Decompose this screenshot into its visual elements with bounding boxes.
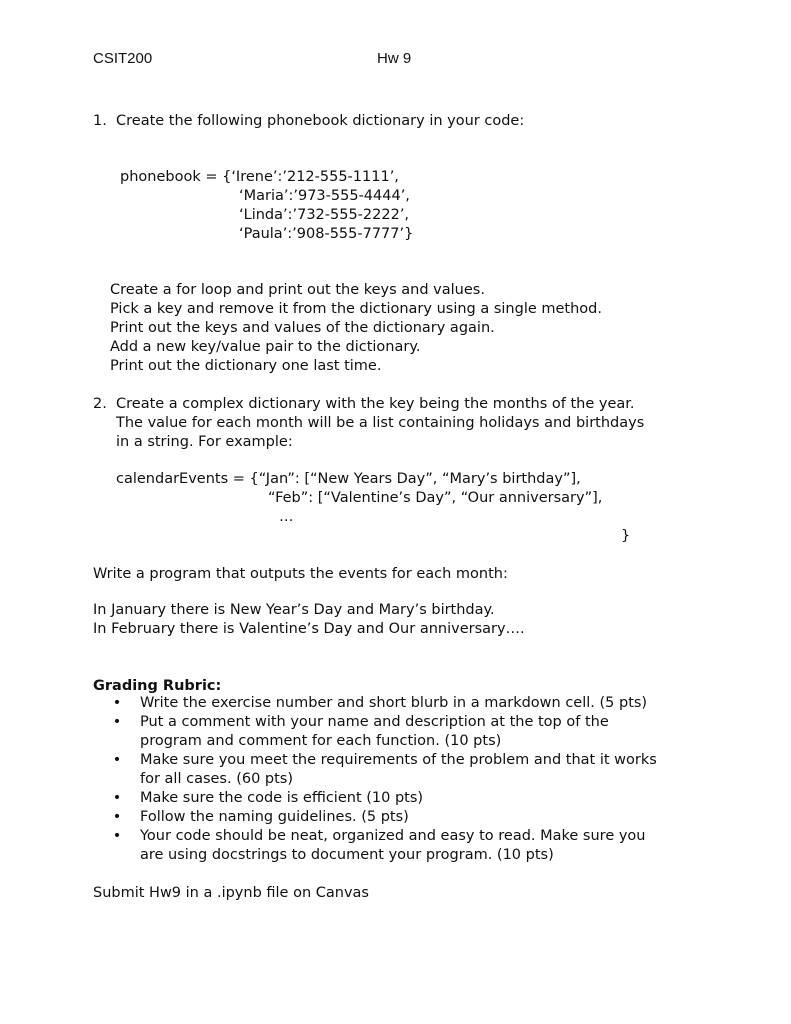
q2-code-line: } <box>621 528 631 544</box>
rubric-item-text: Make sure you meet the requirements of the problem and that it works <box>140 752 657 768</box>
bullet-icon: • <box>112 695 122 711</box>
homework-title: Hw 9 <box>377 50 412 67</box>
q2-program-prompt: Write a program that outputs the events for each month: <box>93 566 508 582</box>
q2-line: Create a complex dictionary with the key being the months of the year. <box>116 396 635 412</box>
rubric-item-text: for all cases. (60 pts) <box>140 771 294 787</box>
q1-step: Add a new key/value pair to the dictionary. <box>110 339 421 355</box>
q1-step: Print out the dictionary one last time. <box>110 358 382 374</box>
bullet-icon: • <box>112 752 122 768</box>
bullet-icon: • <box>112 790 122 806</box>
course-code: CSIT200 <box>93 50 153 67</box>
q2-output-line: In February there is Valentine’s Day and Our anniversary…. <box>93 621 525 637</box>
rubric-item-text: Follow the naming guidelines. (5 pts) <box>140 809 409 825</box>
bullet-icon: • <box>112 714 122 730</box>
rubric-item <box>112 808 722 827</box>
rubric-item <box>112 713 722 751</box>
rubric-item <box>112 751 722 789</box>
q1-code-line: ‘Maria’:’973-555-4444’, <box>239 188 410 204</box>
q2-code-line: … <box>279 509 294 525</box>
rubric-item <box>112 694 722 713</box>
rubric-title: Grading Rubric: <box>93 678 222 694</box>
rubric-item <box>112 789 722 808</box>
bullet-icon: • <box>112 828 122 844</box>
q2-output-line: In January there is New Year’s Day and Mary’s birthday. <box>93 602 495 618</box>
q2-line: The value for each month will be a list containing holidays and birthdays <box>116 415 645 431</box>
rubric-item-text: Put a comment with your name and description at the top of the <box>140 714 609 730</box>
q2-line: in a string. For example: <box>116 434 293 450</box>
q2-code-line: calendarEvents = {“Jan”: [“New Years Day”, “Mary’s birthday”], <box>116 471 581 487</box>
q1-step: Pick a key and remove it from the dictionary using a single method. <box>110 301 602 317</box>
q1-text: Create the following phonebook dictionary in your code: <box>116 113 525 129</box>
rubric-item-text: program and comment for each function. (10 pts) <box>140 733 502 749</box>
q2-code-line: “Feb”: [“Valentine’s Day”, “Our anniversary”], <box>268 490 603 506</box>
q1-code-line: ‘Linda’:’732-555-2222’, <box>239 207 410 223</box>
q1-step: Print out the keys and values of the dictionary again. <box>110 320 495 336</box>
q1-code-line: phonebook = {‘Irene’:’212-555-1111’, <box>120 169 399 185</box>
submit-instructions: Submit Hw9 in a .ipynb file on Canvas <box>93 885 369 901</box>
rubric-item-text: Make sure the code is efficient (10 pts) <box>140 790 424 806</box>
q1-code-line: ‘Paula’:’908-555-7777’} <box>239 226 414 242</box>
q2-number: 2. <box>93 396 107 412</box>
rubric-item <box>112 827 722 865</box>
rubric-item-text: Your code should be neat, organized and easy to read. Make sure you <box>140 828 646 844</box>
bullet-icon: • <box>112 809 122 825</box>
rubric-item-text: are using docstrings to document your program. (10 pts) <box>140 847 554 863</box>
rubric-item-text: Write the exercise number and short blurb in a markdown cell. (5 pts) <box>140 695 648 711</box>
q1-step: Create a for loop and print out the keys and values. <box>110 282 485 298</box>
q1-number: 1. <box>93 113 107 129</box>
rubric-list <box>112 694 722 865</box>
